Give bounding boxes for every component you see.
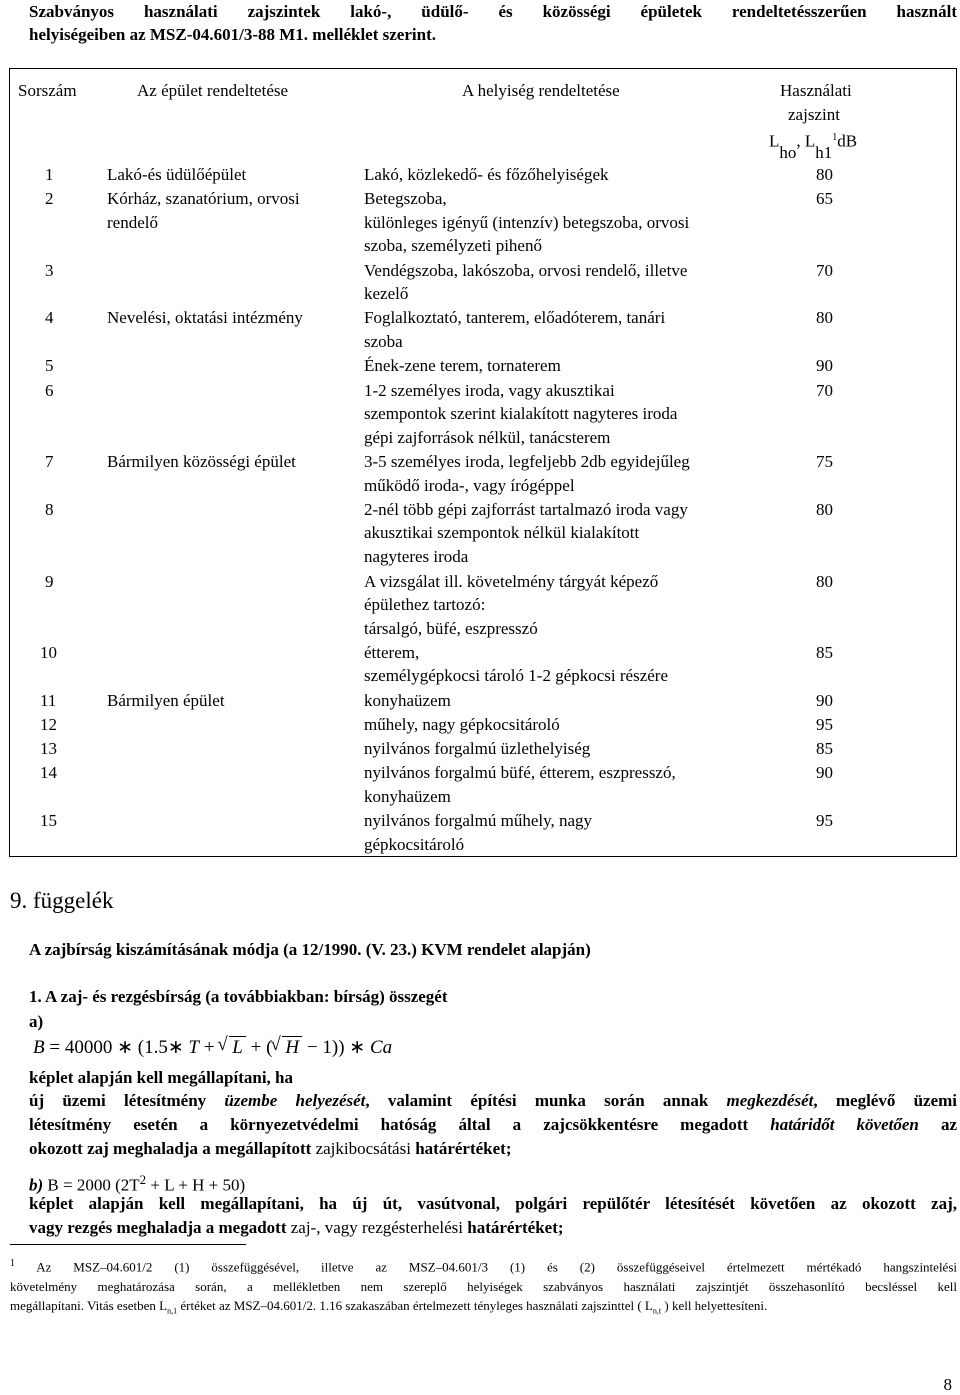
row-building: Kórház, szanatórium, orvosi: [107, 189, 300, 208]
row-building: rendelő: [107, 213, 158, 232]
footnote-line-3: megállapítani. Vitás esetben $L_{n,1}$ értéket az MSZ–04.601/2. 1.16 szakaszában értelmezett tényleges használati zajszinttel ( $L_{n,t}$ ) kell helyettesíteni.: [10, 1298, 768, 1316]
row-room: műhely, nagy gépkocsitároló: [364, 715, 560, 734]
paragraph-4: létesítmény esetén a környezetvédelmi hatóság által a zajcsökkentésre megadott határidőt követően az: [29, 1115, 957, 1134]
paragraph-1: 1. A zaj- és rezgésbírság (a továbbiakban: bírság) összegét: [29, 987, 448, 1006]
appendix-subtitle: A zajbírság kiszámításának módja (a 12/1990. (V. 23.) KVM rendelet alapján): [29, 940, 591, 959]
paragraph-6: képlet alapján kell megállapítani, ha új út, vasútvonal, polgári repülőtér létesítését követően az okozott zaj,: [29, 1194, 957, 1213]
row-num: 3: [45, 261, 54, 280]
row-room: 1-2 személyes iroda, vagy akusztikai: [364, 381, 615, 400]
row-value: 75: [816, 452, 833, 471]
row-building: Nevelési, oktatási intézmény: [107, 308, 303, 327]
row-room: különleges igényű (intenzív) betegszoba, orvosi: [364, 213, 690, 232]
row-value: 80: [816, 500, 833, 519]
row-value: 80: [816, 308, 833, 327]
row-value: 70: [816, 381, 833, 400]
row-room: szoba: [364, 332, 403, 351]
paragraph-2: képlet alapján kell megállapítani, ha: [29, 1068, 293, 1087]
row-value: 70: [816, 261, 833, 280]
row-room: Foglalkoztató, tanterem, előadóterem, tanári: [364, 308, 666, 327]
row-room: A vizsgálat ill. követelmény tárgyát képező: [364, 572, 659, 591]
row-building: Bármilyen épület: [107, 691, 225, 710]
row-room: nyilvános forgalmú büfé, étterem, eszpresszó,: [364, 763, 676, 782]
row-num: 12: [40, 715, 57, 734]
row-num: 2: [45, 189, 54, 208]
row-building: Bármilyen közösségi épület: [107, 452, 296, 471]
paragraph-3: új üzemi létesítmény üzembe helyezését, valamint építési munka során annak megkezdését, meglévő üzemi: [29, 1091, 958, 1110]
row-value: 95: [816, 715, 833, 734]
row-room: 3-5 személyes iroda, legfeljebb 2db egyidejűleg: [364, 452, 690, 471]
footnote-divider: [10, 1244, 246, 1245]
row-value: 95: [816, 811, 833, 830]
row-num: 6: [45, 381, 54, 400]
item-a-label: a): [29, 1012, 44, 1031]
page-number: 8: [943, 1375, 952, 1394]
row-room: szoba, személyzeti pihenő: [364, 236, 542, 255]
row-room: konyhaüzem: [364, 691, 451, 710]
row-value: 80: [816, 572, 833, 591]
footnote-line-1: $^1$ Az MSZ–04.601/2 (1) összefüggésével, illetve az MSZ–04.601/3 (1) és (2) összefüggéseivel értelmezett mértékadó hangszintelési: [10, 1258, 957, 1275]
row-room: étterem,: [364, 643, 420, 662]
row-value: 85: [816, 643, 833, 662]
row-num: 10: [40, 643, 57, 662]
formula-a: B = 40000 ∗ (1.5∗ T + √ L + (√ H − 1)) ∗ Ca: [33, 1036, 392, 1059]
row-room: gépkocsitároló: [364, 835, 465, 854]
header-noise-line1: Használati: [780, 81, 852, 100]
row-value: 90: [816, 356, 833, 375]
paragraph-7: vagy rezgés meghaladja a megadott zaj-, vagy rezgésterhelési határértéket;: [29, 1218, 564, 1237]
row-num: 7: [45, 452, 54, 471]
row-room: Lakó, közlekedő- és főzőhelyiségek: [364, 165, 609, 184]
row-num: 5: [45, 356, 54, 375]
row-num: 1: [45, 165, 54, 184]
row-num: 4: [45, 308, 54, 327]
header-sorszam: Sorszám: [18, 81, 77, 100]
row-value: 80: [816, 165, 833, 184]
header-noise-symbol: Lho, $Lh1^1dB$: [769, 131, 858, 162]
row-room: gépi zajforrások nélkül, tanácsterem: [364, 428, 611, 447]
row-num: 13: [40, 739, 57, 758]
row-room: konyhaüzem: [364, 787, 451, 806]
paragraph-5: okozott zaj meghaladja a megállapított zajkibocsátási határértéket;: [29, 1139, 512, 1158]
row-room: Betegszoba,: [364, 189, 447, 208]
row-num: 11: [40, 691, 57, 710]
row-building: Lakó-és üdülőépület: [107, 165, 247, 184]
row-num: 14: [40, 763, 57, 782]
header-building-purpose: Az épület rendeltetése: [137, 81, 289, 100]
header-noise-line2: zajszint: [788, 105, 840, 124]
row-room: működő iroda-, vagy írógéppel: [364, 476, 575, 495]
header-room-purpose: A helyiség rendeltetése: [462, 81, 620, 100]
row-room: Vendégszoba, lakószoba, orvosi rendelő, illetve: [364, 261, 688, 280]
row-value: 90: [816, 763, 833, 782]
row-room: társalgó, büfé, eszpresszó: [364, 619, 538, 638]
row-value: 85: [816, 739, 833, 758]
footnote-line-2: követelmény meghatározása során, a mellékletben nem szereplő helyiségek szabványos használati zajszintjét összehasonlító becsléssel kell: [10, 1278, 957, 1294]
appendix-heading: 9. függelék: [10, 888, 114, 913]
row-room: nagyteres iroda: [364, 547, 469, 566]
row-num: 9: [45, 572, 54, 591]
row-room: épülethez tartozó:: [364, 595, 486, 614]
intro-line-1: Szabványos használati zajszintek lakó-, üdülő- és közösségi épületek rendeltetésszerűen használt: [29, 2, 957, 21]
footnote: [10, 1254, 957, 1321]
row-room: Ének-zene terem, tornaterem: [364, 356, 561, 375]
row-room: akusztikai szempontok nélkül kialakított: [364, 523, 640, 542]
row-room: nyilvános forgalmú üzlethelyiség: [364, 739, 591, 758]
item-b: b) B = 2000 $(2T^2 + L + H + 50)$: [29, 1172, 246, 1195]
row-value: 65: [816, 189, 833, 208]
row-room: kezelő: [364, 284, 409, 303]
intro-line-2: helyiségeiben az MSZ-04.601/3-88 M1. melléklet szerint.: [29, 25, 436, 44]
row-room: nyilvános forgalmú műhely, nagy: [364, 811, 593, 830]
row-room: szempontok szerint kialakított nagyteres iroda: [364, 404, 678, 423]
row-num: 15: [40, 811, 57, 830]
row-num: 8: [45, 500, 54, 519]
row-room: személygépkocsi tároló 1-2 gépkocsi részére: [364, 666, 668, 685]
row-value: 90: [816, 691, 833, 710]
row-room: 2-nél több gépi zajforrást tartalmazó iroda vagy: [364, 500, 688, 519]
